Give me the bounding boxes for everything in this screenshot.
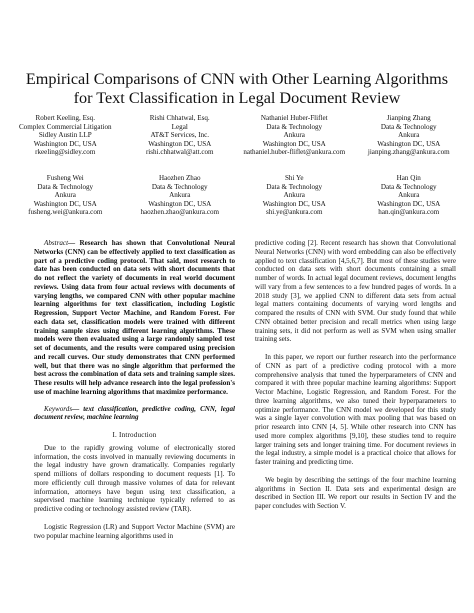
author-name: Jianping Zhang: [386, 114, 431, 122]
author-name: Robert Keeling, Esq.: [35, 114, 95, 122]
author-row-2: [8, 174, 466, 217]
author-location: Washington DC, USA: [148, 139, 212, 148]
author-email: fusheng.wei@ankura.com: [28, 208, 103, 217]
keywords-paragraph: [34, 405, 235, 423]
author-affiliation: Data & Technology: [266, 182, 323, 191]
body-paragraph-3: We begin by describing the settings of the four machine learning algorithms in Section II. Data sets and experimental design are described in Section III. We report our results in Section IV and the paper concludes with Section V.: [255, 475, 456, 510]
left-column: [34, 239, 235, 540]
author-name: Rishi Chhatwal, Esq.: [149, 114, 210, 122]
author-block: [352, 114, 467, 157]
author-affiliation: Data & Technology: [151, 182, 208, 191]
author-location: Washington DC, USA: [33, 139, 97, 148]
author-organization: Ankura: [283, 191, 305, 200]
author-organization: Ankura: [398, 131, 420, 140]
author-organization: AT&T Services, Inc.: [150, 131, 210, 140]
introduction-paragraph-2: Logistic Regression (LR) and Support Vector Machine (SVM) are two popular machine learning algorithms used in: [34, 522, 235, 540]
author-block: [123, 114, 238, 157]
author-affiliation: Data & Technology: [380, 122, 437, 131]
author-organization: Ankura: [169, 191, 191, 200]
author-block: [123, 174, 238, 217]
author-email: jianping.zhang@ankura.com: [367, 148, 450, 157]
author-name: Haozhen Zhao: [158, 174, 201, 182]
body-paragraph-2: In this paper, we report our further research into the performance of CNN as part of a predictive coding protocol with a more comprehensive analysis that tuned the hyperparameters of CNN and compared it with three popular machine learning algorithms: Support Vector Machine, Logistic Regression, and Random Forest. For the three learning algorithms, we also tuned their hyperparameters to optimize performance. The CNN model we developed for this study was a single layer convolution with max pooling that was based on prior research into CNN [4, 5]. While other research into CNN has used more complex algorithms [9,10], these studies tend to require larger training sets and longer training time. For document reviews in the legal industry, a simple model is a practical choice that allows for faster training and predicting time.: [255, 353, 456, 466]
abstract-paragraph: [34, 239, 235, 397]
author-name: Han Qin: [396, 174, 421, 182]
paper-title: Empirical Comparisons of CNN with Other Learning Algorithms for Text Classification in Legal Document Review: [25, 70, 449, 107]
keywords-text: — text classification, predictive coding, CNN, legal document review, machine learning: [34, 404, 235, 422]
author-block: [237, 174, 352, 217]
author-email: nathaniel.huber-fliflet@ankura.com: [243, 148, 346, 157]
author-affiliation: Complex Commercial Litigation: [18, 122, 112, 131]
author-organization: Ankura: [283, 131, 305, 140]
introduction-paragraph-1: Due to the rapidly growing volume of electronically stored information, the costs involved in manually reviewing documents in the legal industry have grown dramatically. Companies regularly spend millions of dollars responding to document requests [1]. To more efficiently cull through massive volumes of data for relevant information, attorneys have begun using text classification, a supervised machine learning technique typically referred to as predictive coding or technology assisted review (TAR).: [34, 443, 235, 513]
author-location: Washington DC, USA: [262, 139, 326, 148]
author-location: Washington DC, USA: [33, 199, 97, 208]
abstract-text: — Research has shown that Convolutional Neural Networks (CNN) can be effectively applied to text classification as part of a predictive coding protocol. That said, most research to date has been conducted on data sets with short documents that do not reflect the variety of documents in real world document reviews. Using data from four actual reviews with documents of varying lengths, we compared CNN with other popular machine learning algorithms for text classification, including Logistic Regression, Support Vector Machine, and Random Forest. For each data set, classification models were trained with different training sample sizes using different learning algorithms. These models were then evaluated using a large randomly sampled test set of documents, and the results were compared using precision and recall curves. Our study demonstrates that CNN performed well, but that there was no single algorithm that performed the best across the combination of data sets and training sample sizes. These results will help advance research into the legal profession's use of machine learning algorithms that maximize performance.: [34, 239, 235, 396]
author-location: Washington DC, USA: [148, 199, 212, 208]
author-location: Washington DC, USA: [377, 139, 441, 148]
author-block: [8, 114, 123, 157]
author-block: [352, 174, 467, 217]
author-name: Fusheng Wei: [46, 174, 84, 182]
author-affiliation: Data & Technology: [266, 122, 323, 131]
author-organization: Ankura: [398, 191, 420, 200]
author-name: Shi Ye: [284, 174, 304, 182]
abstract-label: Abstract: [44, 239, 69, 247]
author-block: [237, 114, 352, 157]
author-email: haozhen.zhao@ankura.com: [140, 208, 220, 217]
author-organization: Ankura: [54, 191, 76, 200]
author-block: [8, 174, 123, 217]
author-affiliation: Legal: [171, 122, 188, 131]
author-email: han.qin@ankura.com: [378, 208, 440, 217]
author-affiliation: Data & Technology: [380, 182, 437, 191]
author-name: Nathaniel Huber-Fliflet: [260, 114, 328, 122]
section-heading-introduction: I. Introduction: [112, 431, 157, 439]
right-column: [255, 239, 456, 511]
body-paragraph-1: predictive coding [2]. Recent research has shown that Convolutional Neural Networks (CNN) with word embedding can also be effectively applied to text classification [4,5,6,7]. But most of these studies were conducted on data sets with short documents containing a small number of words. In actual legal document reviews, document lengths will vary from a few sentences to a few hundred pages of words. In a 2018 study [3], we applied CNN to different data sets from actual legal matters containing documents of varying word lengths and compared the results of CNN with SVM. Our study found that while CNN obtained better precision and recall metrics when using large training sets, it did not perform as well as SVM when using smaller training sets.: [255, 239, 456, 344]
keywords-label: Keywords: [44, 404, 73, 413]
author-row-1: [8, 114, 466, 157]
author-affiliation: Data & Technology: [37, 182, 94, 191]
author-organization: Sidley Austin LLP: [38, 131, 92, 140]
author-location: Washington DC, USA: [377, 199, 441, 208]
author-email: rishi.chhatwal@att.com: [145, 148, 214, 157]
author-email: shi.ye@ankura.com: [265, 208, 323, 217]
author-location: Washington DC, USA: [262, 199, 326, 208]
author-email: rkeeling@sidley.com: [35, 148, 96, 157]
